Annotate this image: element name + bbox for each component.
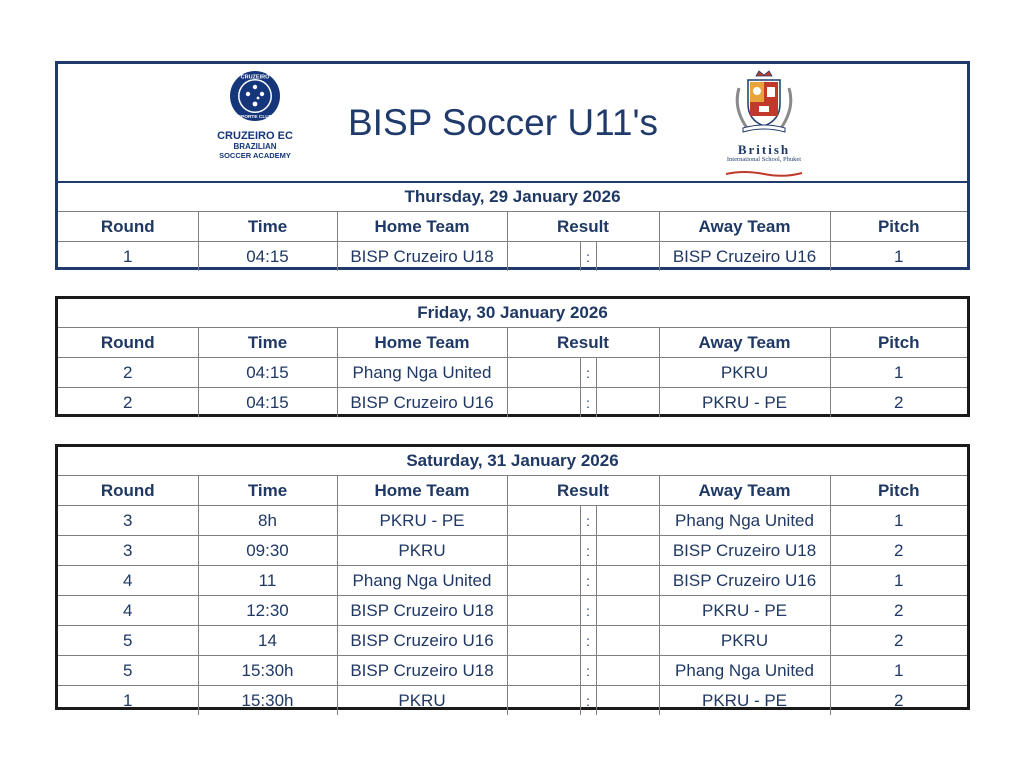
match-row	[58, 506, 967, 536]
svg-text:ESPORTE CLUBE: ESPORTE CLUBE	[234, 115, 276, 120]
round-cell: 1	[58, 242, 198, 272]
away-team-cell: PKRU - PE	[659, 686, 830, 716]
home-team-cell: Phang Nga United	[337, 358, 507, 388]
date-heading: Friday, 30 January 2026	[58, 299, 967, 328]
match-row	[58, 686, 967, 716]
home-team-header: Home Team	[337, 476, 507, 506]
match-row	[58, 388, 967, 418]
cruzeiro-logo-line3: SOCCER ACADEMY	[219, 151, 291, 160]
pitch-cell: 1	[830, 656, 967, 686]
cruzeiro-logo-line2: BRAZILIAN	[233, 142, 277, 151]
home-team-cell: BISP Cruzeiro U18	[337, 242, 507, 272]
away-score-cell	[596, 566, 659, 596]
away-team-cell: BISP Cruzeiro U18	[659, 536, 830, 566]
round-header: Round	[58, 212, 198, 242]
time-cell: 14	[198, 626, 337, 656]
home-score-cell	[507, 358, 580, 388]
time-cell: 04:15	[198, 358, 337, 388]
result-separator: :	[580, 242, 596, 272]
home-team-header: Home Team	[337, 328, 507, 358]
result-separator: :	[580, 388, 596, 418]
home-score-cell	[507, 566, 580, 596]
home-team-cell: PKRU	[337, 536, 507, 566]
home-score-cell	[507, 506, 580, 536]
away-team-cell: BISP Cruzeiro U16	[659, 566, 830, 596]
home-team-cell: Phang Nga United	[337, 566, 507, 596]
page-header	[58, 64, 967, 183]
date-row	[58, 183, 967, 212]
match-row	[58, 596, 967, 626]
home-team-cell: PKRU - PE	[337, 506, 507, 536]
round-cell: 5	[58, 656, 198, 686]
away-score-cell	[596, 506, 659, 536]
date-heading: Thursday, 29 January 2026	[58, 183, 967, 212]
schedule-block-thursday	[55, 61, 970, 270]
pitch-cell: 2	[894, 392, 904, 412]
result-separator: :	[580, 626, 596, 656]
round-cell: 2	[58, 358, 198, 388]
result-separator: :	[580, 358, 596, 388]
result-header: Result	[507, 212, 659, 242]
result-header: Result	[507, 328, 659, 358]
result-separator: :	[580, 536, 596, 566]
home-team-cell: BISP Cruzeiro U18	[337, 596, 507, 626]
away-team-cell: Phang Nga United	[659, 656, 830, 686]
away-team-header: Away Team	[659, 328, 830, 358]
pitch-cell: 2	[830, 596, 967, 626]
wave-decoration-icon	[724, 170, 804, 177]
away-score-cell	[596, 656, 659, 686]
away-score-cell	[596, 686, 659, 716]
away-team-cell: PKRU - PE	[659, 596, 830, 626]
home-team-cell: PKRU	[337, 686, 507, 716]
date-heading: Saturday, 31 January 2026	[58, 447, 967, 476]
pitch-cell: 1	[830, 358, 967, 388]
home-team-header: Home Team	[337, 212, 507, 242]
time-header: Time	[198, 212, 337, 242]
column-header-row	[58, 212, 967, 242]
round-cell: 4	[58, 566, 198, 596]
home-score-cell	[507, 626, 580, 656]
away-team-header: Away Team	[659, 212, 830, 242]
page-title: BISP Soccer U11's	[348, 102, 659, 143]
date-row	[58, 447, 967, 476]
match-row	[58, 536, 967, 566]
column-header-row	[58, 476, 967, 506]
time-cell: 09:30	[198, 536, 337, 566]
schedule-table-saturday	[58, 447, 967, 715]
round-header: Round	[58, 328, 198, 358]
pitch-header: Pitch	[830, 328, 967, 358]
time-cell: 11	[198, 566, 337, 596]
time-header: Time	[198, 476, 337, 506]
home-score-cell	[507, 242, 580, 272]
time-cell: 15:30h	[198, 686, 337, 716]
schedule-block-saturday	[55, 444, 970, 710]
match-row	[58, 626, 967, 656]
pitch-cell: 2	[830, 626, 967, 656]
result-header: Result	[507, 476, 659, 506]
home-team-cell: BISP Cruzeiro U18	[337, 656, 507, 686]
british-school-logo	[714, 68, 814, 182]
home-score-cell	[507, 656, 580, 686]
time-cell: 04:15	[198, 388, 337, 418]
away-score-cell	[596, 242, 659, 272]
home-score-cell	[507, 388, 580, 418]
pitch-header: Pitch	[830, 212, 967, 242]
match-row	[58, 656, 967, 686]
pitch-cell: 1	[830, 506, 967, 536]
match-row	[58, 566, 967, 596]
pitch-cell: 2	[830, 536, 967, 566]
away-score-cell	[596, 536, 659, 566]
home-team-cell: BISP Cruzeiro U16	[337, 626, 507, 656]
time-cell: 04:15	[198, 242, 337, 272]
away-score-cell	[596, 358, 659, 388]
date-row	[58, 299, 967, 328]
pitch-cell: 1	[894, 246, 904, 266]
schedule-table-thursday	[58, 183, 967, 271]
round-cell: 5	[58, 626, 198, 656]
pitch-header: Pitch	[830, 476, 967, 506]
cruzeiro-logo	[213, 70, 297, 160]
cruzeiro-logo-line1: CRUZEIRO EC	[217, 130, 293, 142]
away-score-cell	[596, 626, 659, 656]
result-separator: :	[580, 656, 596, 686]
round-cell: 1	[58, 686, 198, 716]
round-cell: 2	[58, 388, 198, 418]
result-separator: :	[580, 566, 596, 596]
away-team-cell: PKRU - PE	[659, 388, 830, 418]
away-team-header: Away Team	[659, 476, 830, 506]
british-school-crest-icon	[729, 68, 799, 138]
pitch-cell: 2	[894, 690, 904, 710]
result-separator: :	[580, 596, 596, 626]
time-cell: 8h	[198, 506, 337, 536]
away-team-cell: BISP Cruzeiro U16	[659, 242, 830, 272]
away-team-cell: PKRU	[659, 626, 830, 656]
match-row	[58, 358, 967, 388]
svg-text:CRUZEIRO: CRUZEIRO	[240, 74, 270, 81]
home-score-cell	[507, 596, 580, 626]
away-score-cell	[596, 596, 659, 626]
schedule-block-friday	[55, 296, 970, 417]
home-score-cell	[507, 686, 580, 716]
home-score-cell	[507, 536, 580, 566]
cruzeiro-crest-icon	[229, 70, 281, 122]
away-score-cell	[596, 388, 659, 418]
time-cell: 12:30	[198, 596, 337, 626]
round-cell: 3	[58, 506, 198, 536]
british-school-wordmark: British	[737, 142, 791, 157]
british-school-subtitle: International School, Phuket	[726, 156, 802, 163]
away-team-cell: Phang Nga United	[659, 506, 830, 536]
pitch-cell: 1	[830, 566, 967, 596]
match-row	[58, 242, 967, 272]
away-team-cell: PKRU	[659, 358, 830, 388]
schedule-table-friday	[58, 299, 967, 417]
round-cell: 3	[58, 536, 198, 566]
column-header-row	[58, 328, 967, 358]
result-separator: :	[580, 686, 596, 716]
time-cell: 15:30h	[198, 656, 337, 686]
round-header: Round	[58, 476, 198, 506]
time-header: Time	[198, 328, 337, 358]
home-team-cell: BISP Cruzeiro U16	[337, 388, 507, 418]
result-separator: :	[580, 506, 596, 536]
round-cell: 4	[58, 596, 198, 626]
